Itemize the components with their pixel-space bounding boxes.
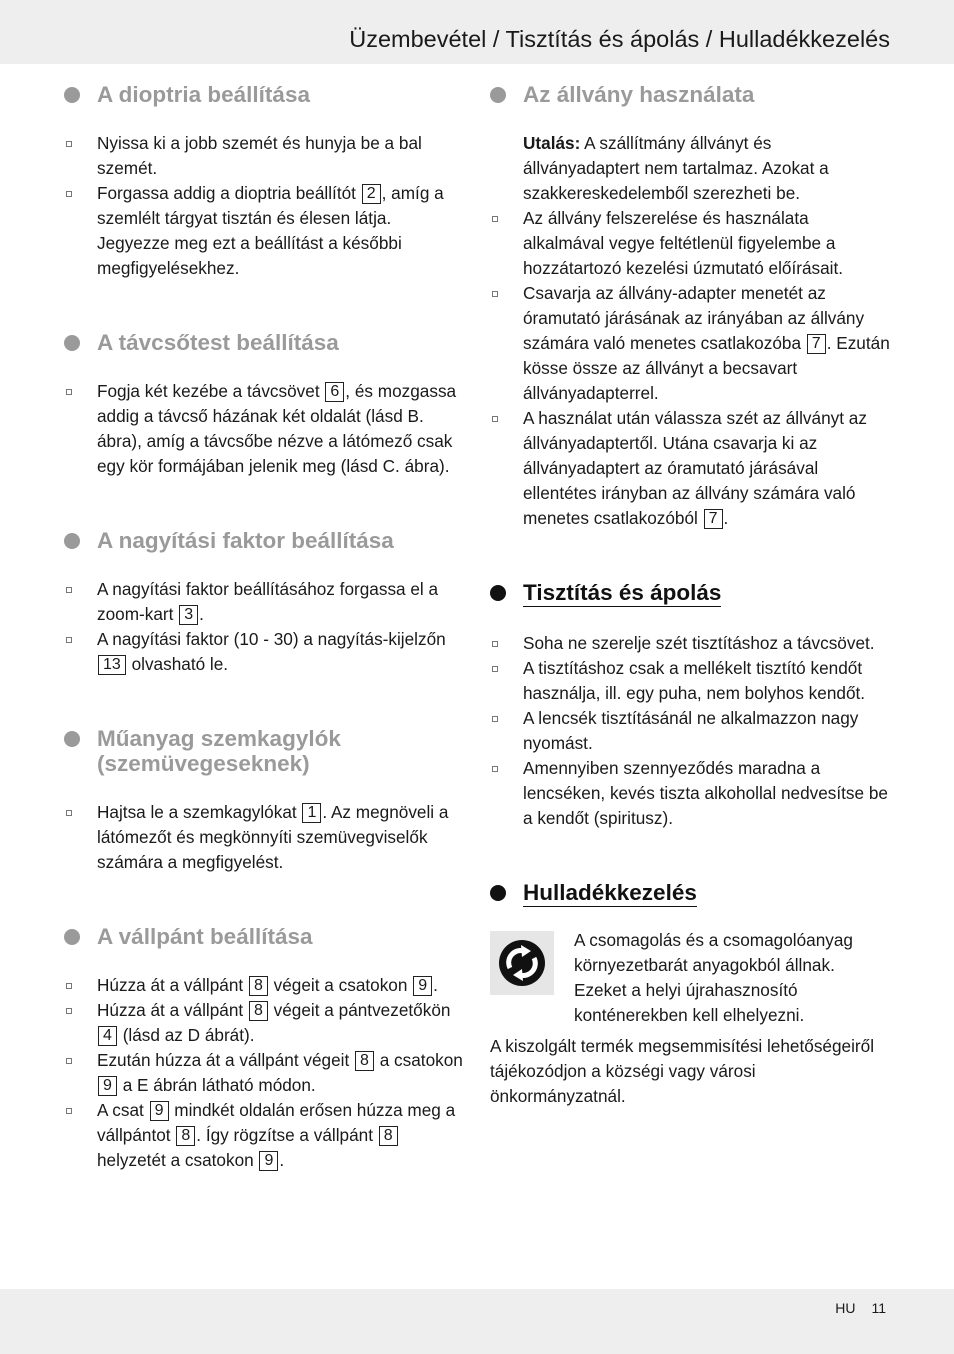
square-bullet-icon — [66, 389, 72, 395]
square-bullet-icon — [492, 416, 498, 422]
section-title: A dioptria beállítása — [97, 82, 310, 107]
section-title: Az állvány használata — [523, 82, 755, 107]
square-bullet-icon — [492, 766, 498, 772]
part-number: 13 — [98, 655, 126, 675]
section-bullet-icon — [490, 885, 506, 901]
note-paragraph: Utalás: A szállítmány állványt és állványadaptert nem tartalmaz. Azokat a szakkereskedelemből szerezheti be. — [523, 133, 829, 203]
square-bullet-icon — [66, 191, 72, 197]
part-number: 9 — [259, 1151, 278, 1171]
list-item: Fogja két kezébe a távcsövet 6 , és mozgassa addig a távcső házának két oldalát (lásd B. ábra), amíg a távcsőbe nézve a látómező csak egy kör formájában jelenik meg (lásd C. ábra). — [64, 379, 464, 479]
section-title: A nagyítási faktor beállítása — [97, 528, 394, 553]
list-item: Ezután húzza át a vállpánt végeit 8 a csatokon 9 a E ábrán látható módon. — [64, 1048, 464, 1098]
part-number: 7 — [807, 334, 826, 354]
page-header — [0, 0, 954, 64]
section-bullet-icon — [64, 335, 80, 351]
square-bullet-icon — [66, 141, 72, 147]
list-item: Forgassa addig a dioptria beállítót 2 , amíg a szemlélt tárgyat tisztán és élesen látja. Jegyezze meg ezt a beállítást a későbbi megfigyelésekhez. — [64, 181, 464, 281]
section-bullet-icon — [490, 585, 506, 601]
section-nagyitas — [64, 528, 464, 677]
list-item: Soha ne szerelje szét tisztításhoz a távcsövet. — [490, 631, 892, 656]
section-title: Tisztítás és ápolás — [523, 580, 722, 605]
section-bullet-icon — [64, 731, 80, 747]
square-bullet-icon — [492, 291, 498, 297]
part-number: 6 — [325, 382, 344, 402]
part-number: 8 — [176, 1126, 195, 1146]
part-number: 8 — [249, 1001, 268, 1021]
square-bullet-icon — [66, 1058, 72, 1064]
list-item: A nagyítási faktor beállításához forgassa el a zoom-kart 3 . — [64, 577, 464, 627]
section-tavcsotest — [64, 330, 464, 479]
square-bullet-icon — [492, 666, 498, 672]
list-item: Húzza át a vállpánt 8 végeit a pántvezetőkön 4 (lásd az D ábrát). — [64, 998, 464, 1048]
right-column — [490, 82, 892, 1109]
page-title: Üzembevétel / Tisztítás és ápolás / Hulladékkezelés — [349, 26, 890, 52]
list-item: A lencsék tisztításánál ne alkalmazzon nagy nyomást. — [490, 706, 892, 756]
section-title: A vállpánt beállítása — [97, 924, 313, 949]
section-bullet-icon — [64, 929, 80, 945]
part-number: 9 — [413, 976, 432, 996]
square-bullet-icon — [492, 641, 498, 647]
list-item: A használat után válassza szét az állványt az állványadaptertől. Utána csavarja ki az állványadaptert az óramutató járásával ellentétes irányban az állvány számára való menetes csatlakozóból 7 . — [490, 406, 892, 531]
note-label: Utalás: — [523, 133, 581, 153]
part-number: 8 — [379, 1126, 398, 1146]
disposal-text: A kiszolgált termék megsemmisítési lehetőségeiről tájékozódjon a községi vagy városi önkormányzatnál. — [490, 1036, 875, 1106]
language-code: HU — [835, 1300, 856, 1316]
part-number: 2 — [362, 184, 381, 204]
section-bullet-icon — [490, 87, 506, 103]
part-number: 8 — [249, 976, 268, 996]
part-number: 9 — [150, 1101, 169, 1121]
section-title: A távcsőtest beállítása — [97, 330, 339, 355]
section-szemkagylo — [64, 726, 464, 875]
list-item: Csavarja az állvány-adapter menetét az óramutató járásának az irányában az állvány számára való menetes csatlakozóba 7 . Ezután kösse össze az állványt a becsavart állványadapterrel. — [490, 281, 892, 406]
square-bullet-icon — [66, 637, 72, 643]
section-title: Hulladékkezelés — [523, 880, 697, 905]
square-bullet-icon — [492, 716, 498, 722]
list-item: Hajtsa le a szemkagylókat 1 . Az megnöveli a látómezőt és megkönnyíti szemüvegviselők számára a megfigyelést. — [64, 800, 464, 875]
part-number: 3 — [179, 605, 198, 625]
section-vallpant — [64, 924, 464, 1173]
list-item: Az állvány felszerelése és használata alkalmával vegye feltétlenül figyelembe a hozzátartozó kezelési úzmutató előírásait. — [490, 206, 892, 281]
part-number: 9 — [98, 1076, 117, 1096]
square-bullet-icon — [66, 810, 72, 816]
page-footer — [0, 1289, 954, 1354]
square-bullet-icon — [66, 587, 72, 593]
square-bullet-icon — [492, 216, 498, 222]
square-bullet-icon — [66, 983, 72, 989]
section-bullet-icon — [64, 533, 80, 549]
list-item: A csat 9 mindkét oldalán erősen húzza meg a vállpántot 8 . Így rögzítse a vállpánt 8 helyzetét a csatokon 9 . — [64, 1098, 464, 1173]
list-item: Amennyiben szennyeződés maradna a lencséken, kevés tiszta alkohollal nedvesítse be a kendőt (spiritusz). — [490, 756, 892, 831]
green-dot-recycle-icon — [490, 931, 554, 995]
part-number: 7 — [704, 509, 723, 529]
section-allvany — [490, 82, 892, 531]
part-number: 1 — [302, 803, 321, 823]
square-bullet-icon — [66, 1008, 72, 1014]
section-tisztitas — [490, 580, 892, 831]
section-hulladek — [490, 880, 892, 1109]
list-item: A tisztításhoz csak a mellékelt tisztító kendőt használja, ill. egy puha, nem bolyhos kendőt. — [490, 656, 892, 706]
square-bullet-icon — [66, 1108, 72, 1114]
list-item: Húzza át a vállpánt 8 végeit a csatokon 9 . — [64, 973, 464, 998]
section-bullet-icon — [64, 87, 80, 103]
page-number: 11 — [871, 1300, 886, 1316]
part-number: 4 — [98, 1026, 117, 1046]
list-item: A nagyítási faktor (10 - 30) a nagyítás-kijelzőn 13 olvasható le. — [64, 627, 464, 677]
section-title: Műanyag szemkagylók (szemüvegeseknek) — [97, 726, 341, 776]
list-item: Nyissa ki a jobb szemét és hunyja be a bal szemét. — [64, 131, 464, 181]
section-dioptria — [64, 82, 464, 281]
packaging-text: A csomagolás és a csomagolóanyag környezetbarát anyagokból állnak. Ezeket a helyi újrahasznosító konténerekben kell elhelyezni. — [574, 930, 853, 1025]
left-column — [64, 82, 464, 1173]
part-number: 8 — [355, 1051, 374, 1071]
